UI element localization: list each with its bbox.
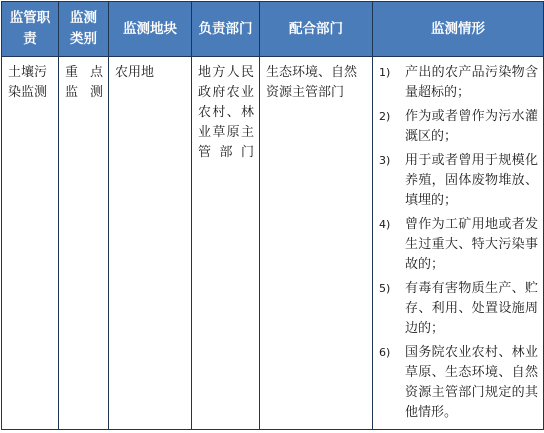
header-duty: 监管职责 [2, 2, 59, 57]
cell-parcel: 农用地 [109, 57, 192, 430]
list-item [379, 343, 538, 423]
cases-list [379, 63, 538, 423]
list-item [379, 215, 538, 275]
case-text: 国务院农业农村、林业草原、生态环境、自然资源主管部门规定的其他情形。 [405, 345, 538, 420]
monitoring-table [1, 1, 544, 430]
case-text: 用于或者曾用于规模化养殖，固体废物堆放、填埋的； [405, 153, 538, 208]
list-item [379, 279, 538, 339]
cell-cooperating: 生态环境、自然资源主管部门 [260, 57, 373, 430]
header-category: 监测类别 [59, 2, 109, 57]
case-number: 2) [379, 110, 391, 123]
table-row [2, 57, 544, 430]
header-parcel: 监测地块 [109, 2, 192, 57]
case-number: 1) [379, 66, 391, 79]
cell-cases [373, 57, 544, 430]
header-responsible: 负责部门 [192, 2, 260, 57]
list-item [379, 107, 538, 147]
case-number: 3) [379, 154, 391, 167]
header-cooperating: 配合部门 [260, 2, 373, 57]
case-text: 作为或者曾作为污水灌溉区的； [405, 109, 538, 144]
header-row [2, 2, 544, 57]
case-number: 4) [379, 218, 391, 231]
cell-duty: 土壤污染监测 [2, 57, 59, 430]
list-item [379, 151, 538, 211]
list-item [379, 63, 538, 103]
case-text: 有毒有害物质生产、贮存、利用、处置设施周边的； [405, 281, 538, 336]
case-text: 产出的农产品污染物含量超标的； [405, 65, 538, 100]
header-cases: 监测情形 [373, 2, 544, 57]
cell-responsible: 地方人民政府农业农村、林业草原主管部门 [192, 57, 260, 430]
case-text: 曾作为工矿用地或者发生过重大、特大污染事故的； [405, 217, 538, 272]
cell-category: 重点监测 [59, 57, 109, 430]
case-number: 6) [379, 346, 391, 359]
case-number: 5) [379, 282, 391, 295]
